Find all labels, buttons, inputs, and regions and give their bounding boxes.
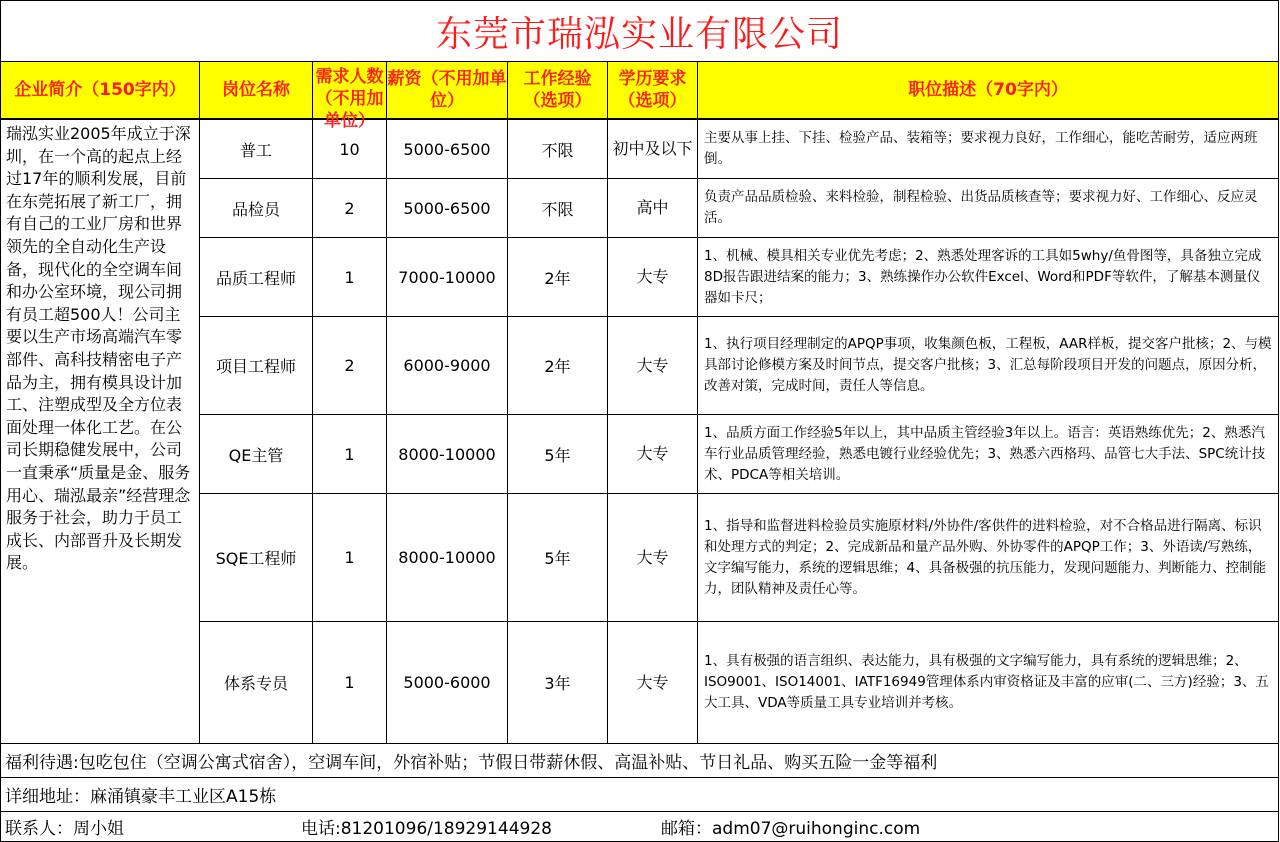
header-position: 岗位名称 bbox=[200, 62, 313, 120]
table-row bbox=[200, 622, 1279, 744]
header-education: 学历要求（选项） bbox=[608, 62, 698, 120]
job-experience: 3年 bbox=[508, 622, 608, 744]
job-description: 1、指导和监督进料检验员实施原材料/外协件/客供件的进料检验，对不合格品进行隔离、标识和处理方式的判定；2、完成新品和量产品外购、外协零件的APQP工作；3、外语读/写熟练，文字编写能力，系统的逻辑思维；4、具备极强的抗压能力，发现问题能力、判断能力、控制能力，团队精神及责任心等。 bbox=[698, 494, 1279, 622]
table-row bbox=[200, 238, 1279, 317]
job-description: 1、具有极强的语言组织、表达能力，具有极强的文字编写能力，具有系统的逻辑思维；2、ISO9001、ISO14001、IATF16949管理体系内审资格证及丰富的应审(二、三方)经验；3、五大工具、VDA等质量工具专业培训并考核。 bbox=[698, 622, 1279, 744]
job-position: QE主管 bbox=[200, 415, 313, 494]
contact-row bbox=[0, 812, 1279, 842]
job-salary: 7000-10000 bbox=[387, 238, 508, 317]
job-count: 1 bbox=[313, 622, 387, 744]
address-row: 详细地址：麻涌镇豪丰工业区A15栋 bbox=[0, 778, 1279, 812]
job-education: 初中及以下 bbox=[608, 120, 698, 179]
job-count: 2 bbox=[313, 179, 387, 238]
job-description: 负责产品品质检验、来料检验，制程检验、出货品质核查等；要求视力好、工作细心、反应灵活。 bbox=[698, 179, 1279, 238]
job-experience: 2年 bbox=[508, 238, 608, 317]
table-row bbox=[200, 415, 1279, 494]
job-position: 体系专员 bbox=[200, 622, 313, 744]
table-row bbox=[200, 494, 1279, 622]
table-row bbox=[200, 179, 1279, 238]
job-count: 10 bbox=[313, 120, 387, 179]
header-experience: 工作经验（选项） bbox=[508, 62, 608, 120]
job-education: 大专 bbox=[608, 415, 698, 494]
job-salary: 5000-6500 bbox=[387, 120, 508, 179]
table-row bbox=[200, 120, 1279, 179]
company-title: 东莞市瑞泓实业有限公司 bbox=[0, 0, 1279, 62]
job-position: SQE工程师 bbox=[200, 494, 313, 622]
contact-phone: 电话:81201096/18929144928 bbox=[301, 819, 552, 839]
job-count: 1 bbox=[313, 494, 387, 622]
job-description: 1、执行项目经理制定的APQP事项，收集颜色板，工程板，AAR样板，提交客户批核；2、与模具部讨论修模方案及时间节点，提交客户批核；3、汇总每阶段项目开发的问题点，原因分析，改善对策，完成时间，责任人等信息。 bbox=[698, 317, 1279, 415]
header-description: 职位描述（70字内） bbox=[698, 62, 1279, 120]
job-education: 高中 bbox=[608, 179, 698, 238]
job-experience: 2年 bbox=[508, 317, 608, 415]
header-intro: 企业简介（150字内） bbox=[0, 62, 200, 120]
contact-person: 联系人：周小姐 bbox=[5, 819, 124, 839]
job-experience: 5年 bbox=[508, 415, 608, 494]
job-position: 品检员 bbox=[200, 179, 313, 238]
job-salary: 6000-9000 bbox=[387, 317, 508, 415]
job-count: 2 bbox=[313, 317, 387, 415]
benefits-row: 福利待遇:包吃包住（空调公寓式宿舍），空调车间，外宿补贴；节假日带薪休假、高温补贴、节日礼品、购买五险一金等福利 bbox=[0, 744, 1279, 778]
job-salary: 8000-10000 bbox=[387, 494, 508, 622]
job-experience: 不限 bbox=[508, 179, 608, 238]
job-education: 大专 bbox=[608, 317, 698, 415]
job-count: 1 bbox=[313, 415, 387, 494]
job-experience: 不限 bbox=[508, 120, 608, 179]
job-education: 大专 bbox=[608, 238, 698, 317]
job-salary: 5000-6000 bbox=[387, 622, 508, 744]
job-position: 品质工程师 bbox=[200, 238, 313, 317]
contact-email: 邮箱：adm07@ruihonginc.com bbox=[661, 819, 921, 839]
job-description: 主要从事上挂、下挂、检验产品、装箱等；要求视力良好，工作细心，能吃苦耐劳，适应两班倒。 bbox=[698, 120, 1279, 179]
job-description: 1、品质方面工作经验5年以上，其中品质主管经验3年以上。语言：英语熟练优先；2、熟悉汽车行业品质管理经验，熟悉电镀行业经验优先；3、熟悉六西格玛、品管七大手法、SPC统计技术、PDCA等相关培训。 bbox=[698, 415, 1279, 494]
job-salary: 5000-6500 bbox=[387, 179, 508, 238]
job-position: 项目工程师 bbox=[200, 317, 313, 415]
header-count: 需求人数（不用加单位） bbox=[313, 62, 387, 120]
company-intro: 瑞泓实业2005年成立于深圳，在一个高的起点上经过17年的顺利发展，目前在东莞拓展了新工厂，拥有自己的工业厂房和世界领先的全自动化生产设备，现代化的全空调车间和办公室环境，现公司拥有员工超500人！公司主要以生产市场高端汽车零部件、高科技精密电子产品为主，拥有模具设计加工、注塑成型及全方位表面处理一体化工艺。在公司长期稳健发展中，公司一直秉承“质量是金、服务用心、瑞泓最亲”经营理念服务于社会，助力于员工成长、内部晋升及长期发展。 bbox=[0, 120, 200, 744]
job-position: 普工 bbox=[200, 120, 313, 179]
job-salary: 8000-10000 bbox=[387, 415, 508, 494]
header-salary: 薪资（不用加单位） bbox=[387, 62, 508, 120]
job-education: 大专 bbox=[608, 494, 698, 622]
job-description: 1、机械、模具相关专业优先考虑；2、熟悉处理客诉的工具如5why/鱼骨图等，具备独立完成8D报告跟进结案的能力；3、熟练操作办公软件Excel、Word和PDF等软件，了解基本测量仪器如卡尺； bbox=[698, 238, 1279, 317]
table-row bbox=[200, 317, 1279, 415]
job-experience: 5年 bbox=[508, 494, 608, 622]
job-education: 大专 bbox=[608, 622, 698, 744]
job-count: 1 bbox=[313, 238, 387, 317]
